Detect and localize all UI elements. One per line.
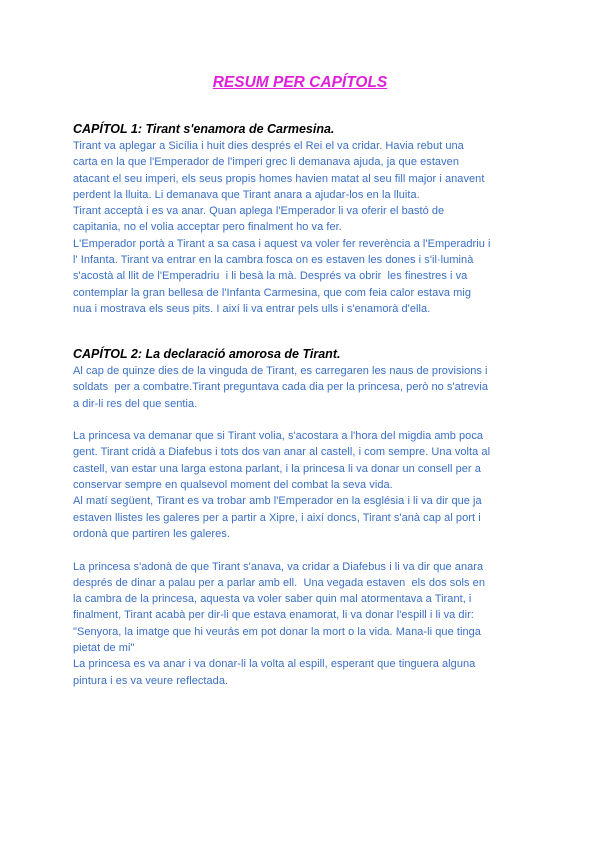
text-line: Al matí següent, Tirant es va trobar amb l'Emperador en la església i li va dir que ja — [73, 495, 482, 508]
chapter-2-text — [73, 363, 533, 689]
text-line: l' Infanta. Tirant va entrar en la cambra fosca on es estaven les dones i s'il·luminà — [73, 254, 474, 267]
text-line: ordonà que partiren les galeres. — [73, 527, 230, 540]
chapter-2-heading: CAPÍTOL 2: La declaració amorosa de Tirant. — [73, 347, 341, 361]
chapter-1-heading: CAPÍTOL 1: Tirant s'enamora de Carmesina. — [73, 122, 335, 136]
text-line: La princesa es va anar i va donar-li la volta al espill, esperant que tinguera alguna — [73, 658, 476, 671]
text-line: soldats per a combatre.Tirant preguntava cada dia per la princesa, però no s'atrevia — [73, 381, 489, 394]
chapter-1-text — [73, 138, 533, 317]
text-line: capitania, no el volia acceptar pero finalment ho va fer. — [73, 221, 342, 234]
paragraph-gap — [73, 542, 533, 558]
text-line: perdent la lluita. Li demanava que Tirant anara a ajudar-los en la lluita. — [73, 188, 420, 201]
text-line: Al cap de quinze dies de la vinguda de Tirant, es carregaren les naus de provisions i — [73, 365, 488, 377]
text-line: conservar sempre en qualsevol moment del combat la seva vida. — [73, 479, 393, 492]
text-line: contemplar la gran bellesa de l'Infanta Carmesina, que com feia calor estava mig — [73, 286, 472, 299]
text-line: la cambra de la princesa, aquesta va voler saber quin mal atormentava a Tirant, i — [73, 593, 472, 606]
text-line: després de dinar a palau per a parlar amb ell. Una vegada estaven els dos sols en — [73, 576, 486, 589]
text-line: La princesa va demanar que si Tirant volia, s'acostara a l'hora del migdia amb poca — [73, 430, 484, 443]
chapter-2-section — [73, 346, 533, 689]
chapter-1-section — [73, 121, 533, 317]
text-line: s'acostà al llit de l'Emperadriu i li besà la mà. Després va obrir les finestres i va — [73, 270, 468, 283]
page-title: RESUM PER CAPÍTOLS — [212, 74, 388, 91]
text-line: estaven llistes les galeres per a partir a Xipre, i així doncs, Tirant s'anà cap al port i — [73, 511, 481, 524]
text-line: pietat de mi" — [73, 642, 135, 655]
text-line: finalment, Tirant acabà per dir-li que estava enamorat, li va donar l'espill i li va dir: — [73, 609, 474, 622]
text-line: Tirant va aplegar a Sicília i huit dies després el Rei el va cridar. Havia rebut una — [73, 140, 464, 152]
text-line: castell, van estar una larga estona parlant, i la princesa li va donar un consell per a — [73, 462, 481, 475]
text-line: La princesa s'adonà de que Tirant s'anava, va cridar a Diafebus i li va dir que anara — [73, 560, 484, 573]
text-line: a dir-li res del que sentia. — [73, 397, 198, 410]
text-line: L'Emperador portà a Tirant a sa casa i aquest va voler fer reverència a l'Emperadriu i — [73, 237, 491, 250]
text-line: pintura i es va veure reflectada. — [73, 674, 229, 687]
text-line: carta en la que l'Emperador de l'imperi grec li demanava ajuda, ja que estaven — [73, 156, 459, 169]
text-line: "Senyora, la imatge que hi veurás em pot donar la mort o la vida. Mana-li que tinga — [73, 625, 481, 638]
text-line: atacant el seu imperi, els seus propis homes havien matat al seu fill major i anavent — [73, 172, 485, 185]
text-line: Tirant acceptà i es va anar. Quan aplega l'Emperador li va oferir el bastó de — [73, 205, 445, 218]
text-line: gent. Tirant cridà a Diafebus i tots dos van anar al castell, i com sempre. Una volta al — [73, 446, 491, 459]
paragraph-gap — [73, 412, 533, 428]
text-line: nua i mostrava els seus pits. I així li va entrar pels ulls i s'enamorà d'ella. — [73, 302, 431, 315]
